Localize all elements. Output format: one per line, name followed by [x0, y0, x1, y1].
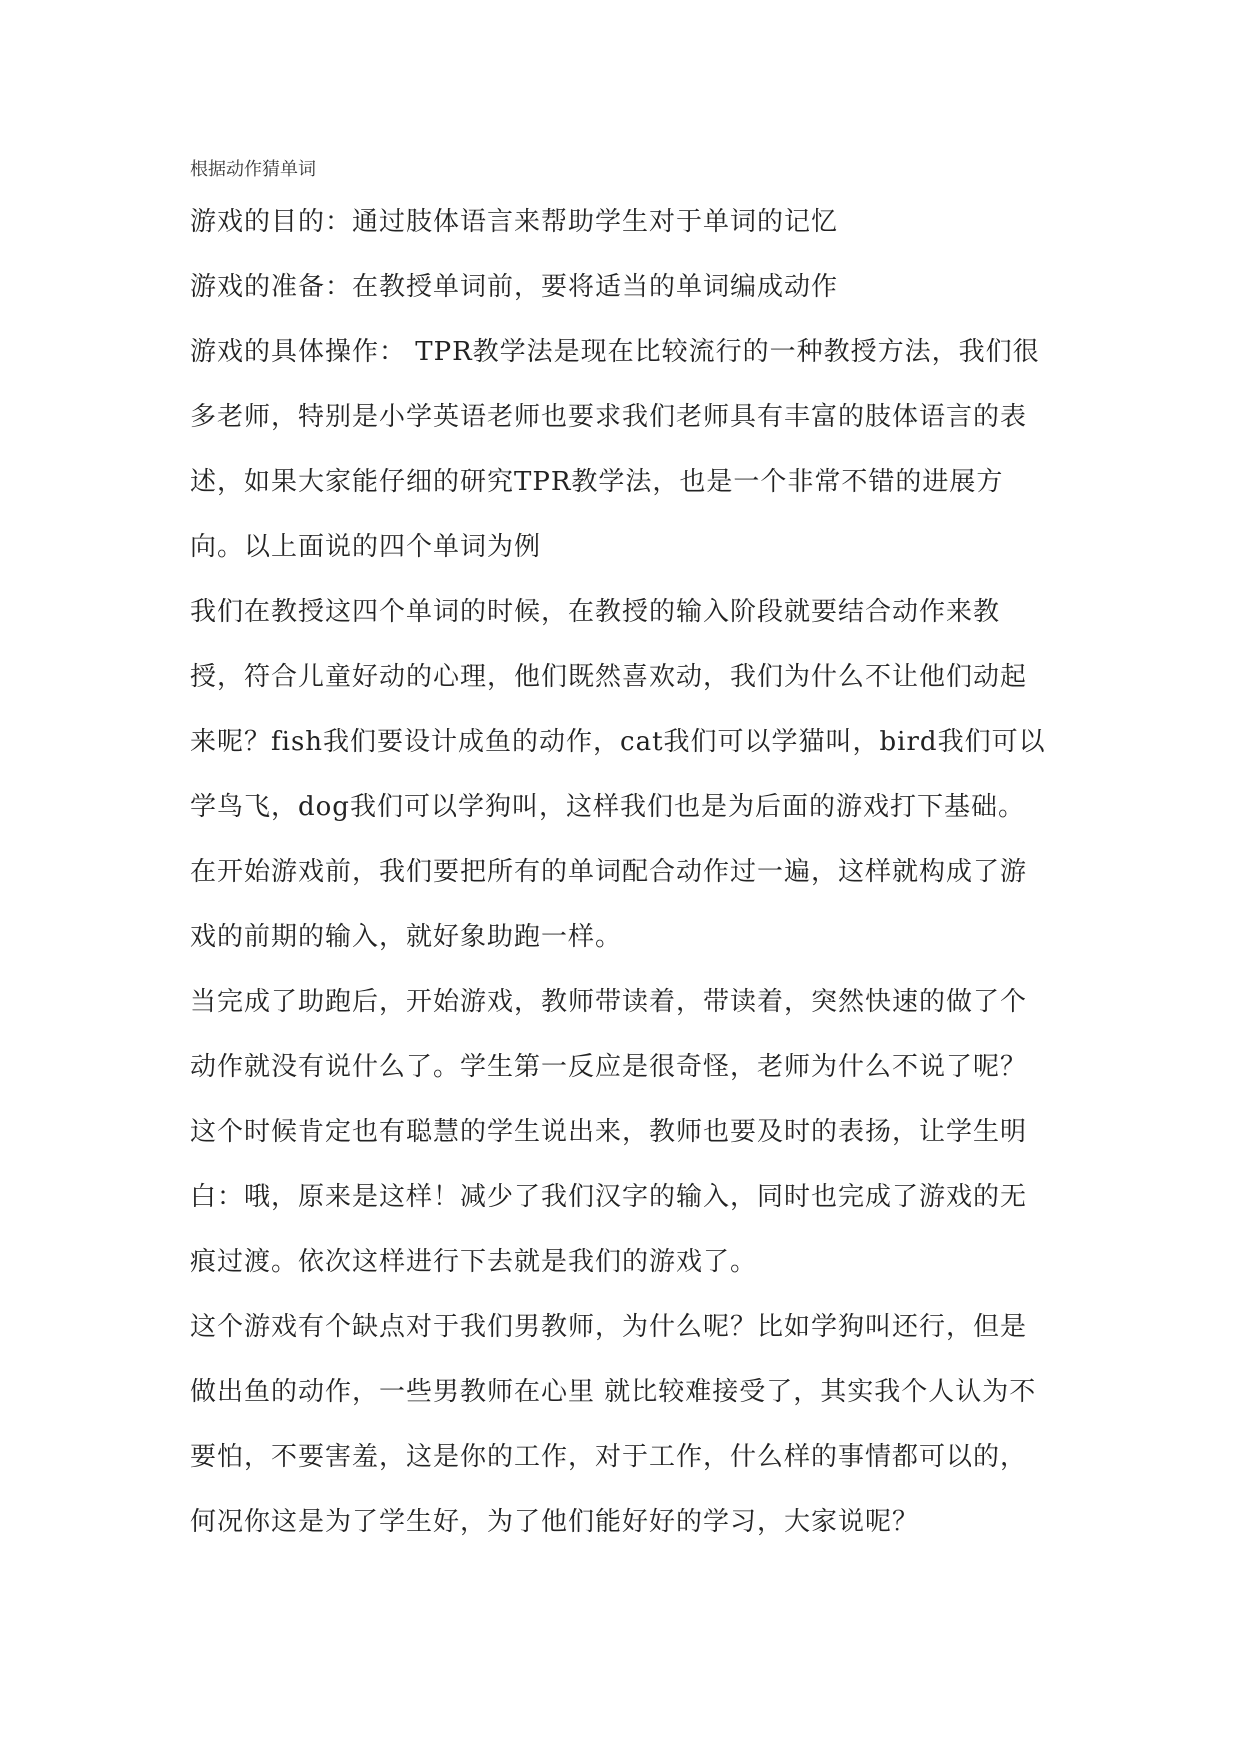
paragraph-goal: 游戏的目的：通过肢体语言来帮助学生对于单词的记忆 — [190, 207, 839, 237]
paragraph-drawback: 这个游戏有个缺点对于我们男教师，为什么呢？比如学狗叫还行，但是做出鱼的动作，一些男教师在心里 就比较难接受了，其实我个人认为不要怕，不要害羞，这是你的工作，对于工作，什么样的事情都可以的，何况你这是为了学生好，为了他们能好好的学习，大家说呢？ — [190, 1312, 1037, 1537]
paragraph-after-runup: 当完成了助跑后，开始游戏，教师带读着，带读着，突然快速的做了个动作就没有说什么了。学生第一反应是很奇怪，老师为什么不说了呢？这个时候肯定也有聪慧的学生说出来，教师也要及时的表扬，让学生明白：哦，原来是这样！减少了我们汉字的输入，同时也完成了游戏的无痕过渡。依次这样进行下去就是我们的游戏了。 — [190, 987, 1028, 1277]
paragraph-before-game: 在开始游戏前，我们要把所有的单词配合动作过一遍，这样就构成了游戏的前期的输入，就好象助跑一样。 — [190, 857, 1028, 952]
document-body — [190, 190, 1050, 1555]
paragraph-preparation: 游戏的准备：在教授单词前，要将适当的单词编成动作 — [190, 272, 839, 302]
paragraph-teaching-words: 我们在教授这四个单词的时候，在教授的输入阶段就要结合动作来教授，符合儿童好动的心理，他们既然喜欢动，我们为什么不让他们动起来呢？fish我们要设计成鱼的动作，cat我们可以学猫叫，bird我们可以学鸟飞，dog我们可以学狗叫，这样我们也是为后面的游戏打下基础。 — [190, 597, 1046, 822]
paragraph-operation: 游戏的具体操作： TPR教学法是现在比较流行的一种教授方法，我们很多老师，特别是小学英语老师也要求我们老师具有丰富的肢体语言的表述，如果大家能仔细的研究TPR教学法，也是一个非常不错的进展方向。以上面说的四个单词为例 — [190, 337, 1040, 562]
document-title: 根据动作猜单词 — [190, 159, 316, 180]
